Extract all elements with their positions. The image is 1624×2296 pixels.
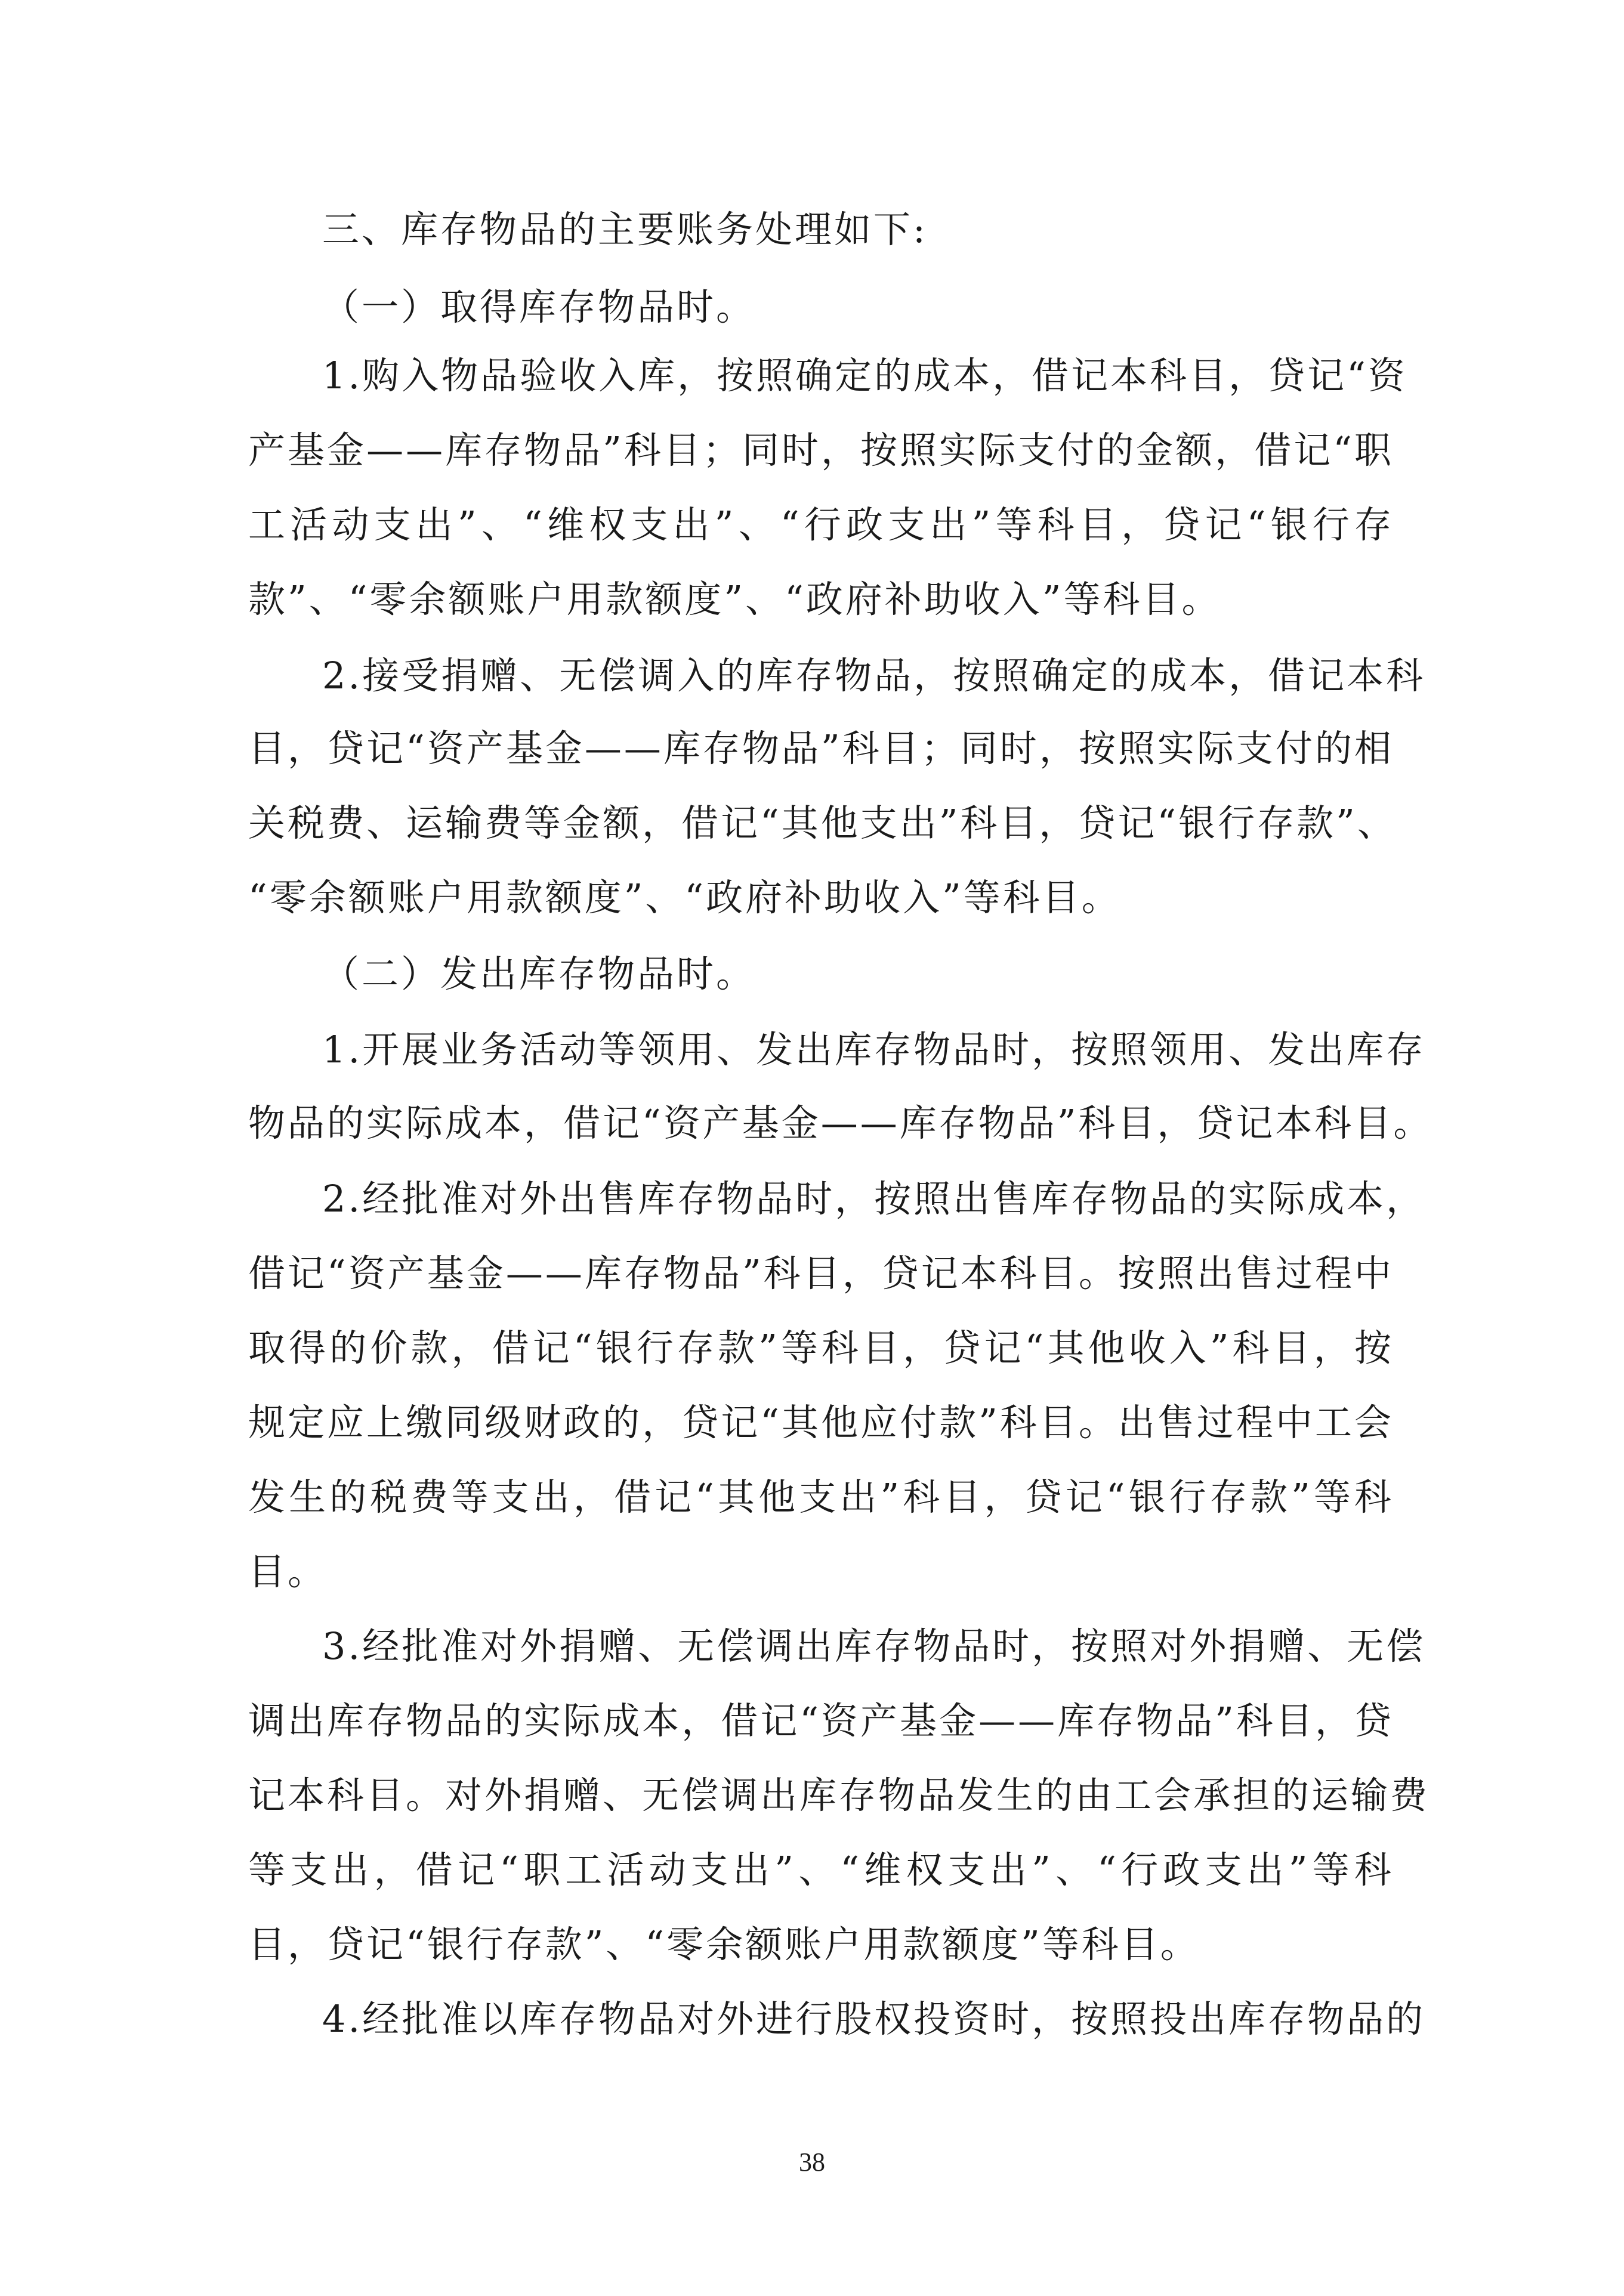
text-line: 款”、“零余额账户用款额度”、“政府补助收入”等科目。: [248, 577, 1221, 621]
text-line: 等支出，借记“职工活动支出”、“维权支出”、“行政支出”等科: [248, 1848, 1394, 1892]
text-line: 2.经批准对外出售库存物品时，按照出售库存物品的实际成本，: [322, 1177, 1426, 1220]
text-line: 关税费、运输费等金额，借记“其他支出”科目，贷记“银行存款”、: [248, 801, 1397, 845]
text-line: 目，贷记“银行存款”、“零余额账户用款额度”等科目。: [248, 1923, 1200, 1966]
subsection-heading-acquire: （一）取得库存物品时。: [322, 285, 756, 329]
text-line: 3.经批准对外捐赠、无偿调出库存物品时，按照对外捐赠、无偿: [322, 1624, 1426, 1668]
text-line: 1.购入物品验收入库，按照确定的成本，借记本科目，贷记“资: [322, 354, 1407, 397]
text-line: 调出库存物品的实际成本，借记“资产基金——库存物品”科目，贷: [248, 1699, 1394, 1742]
text-line: 物品的实际成本，借记“资产基金——库存物品”科目，贷记本科目。: [248, 1101, 1433, 1145]
page-number: 38: [799, 2147, 825, 2177]
text-line: 2.接受捐赠、无偿调入的库存物品，按照确定的成本，借记本科: [322, 654, 1426, 697]
text-line: 工活动支出”、“维权支出”、“行政支出”等科目，贷记“银行存: [248, 503, 1394, 546]
text-line: 目。: [248, 1550, 328, 1593]
text-line: 4.经批准以库存物品对外进行股权投资时，按照投出库存物品的: [322, 1997, 1426, 2041]
text-line: 取得的价款，借记“银行存款”等科目，贷记“其他收入”科目，按: [248, 1326, 1394, 1370]
text-line: 记本科目。对外捐赠、无偿调出库存物品发生的由工会承担的运输费: [248, 1773, 1430, 1817]
text-line: 规定应上缴同级财政的，贷记“其他应付款”科目。出售过程中工会: [248, 1401, 1394, 1444]
text-line: 1.开展业务活动等领用、发出库存物品时，按照领用、发出库存: [322, 1028, 1426, 1071]
section-heading-three: 三、库存物品的主要账务处理如下:: [322, 208, 928, 251]
text-line: 产基金——库存物品”科目；同时，按照实际支付的金额，借记“职: [248, 428, 1394, 472]
text-line: 目，贷记“资产基金——库存物品”科目；同时，按照实际支付的相: [248, 727, 1394, 770]
text-line: “零余额账户用款额度”、“政府补助收入”等科目。: [248, 876, 1121, 919]
text-line: 发生的税费等支出，借记“其他支出”科目，贷记“银行存款”等科: [248, 1475, 1394, 1519]
text-line: 借记“资产基金——库存物品”科目，贷记本科目。按照出售过程中: [248, 1251, 1394, 1295]
subsection-heading-issue: （二）发出库存物品时。: [322, 952, 756, 996]
